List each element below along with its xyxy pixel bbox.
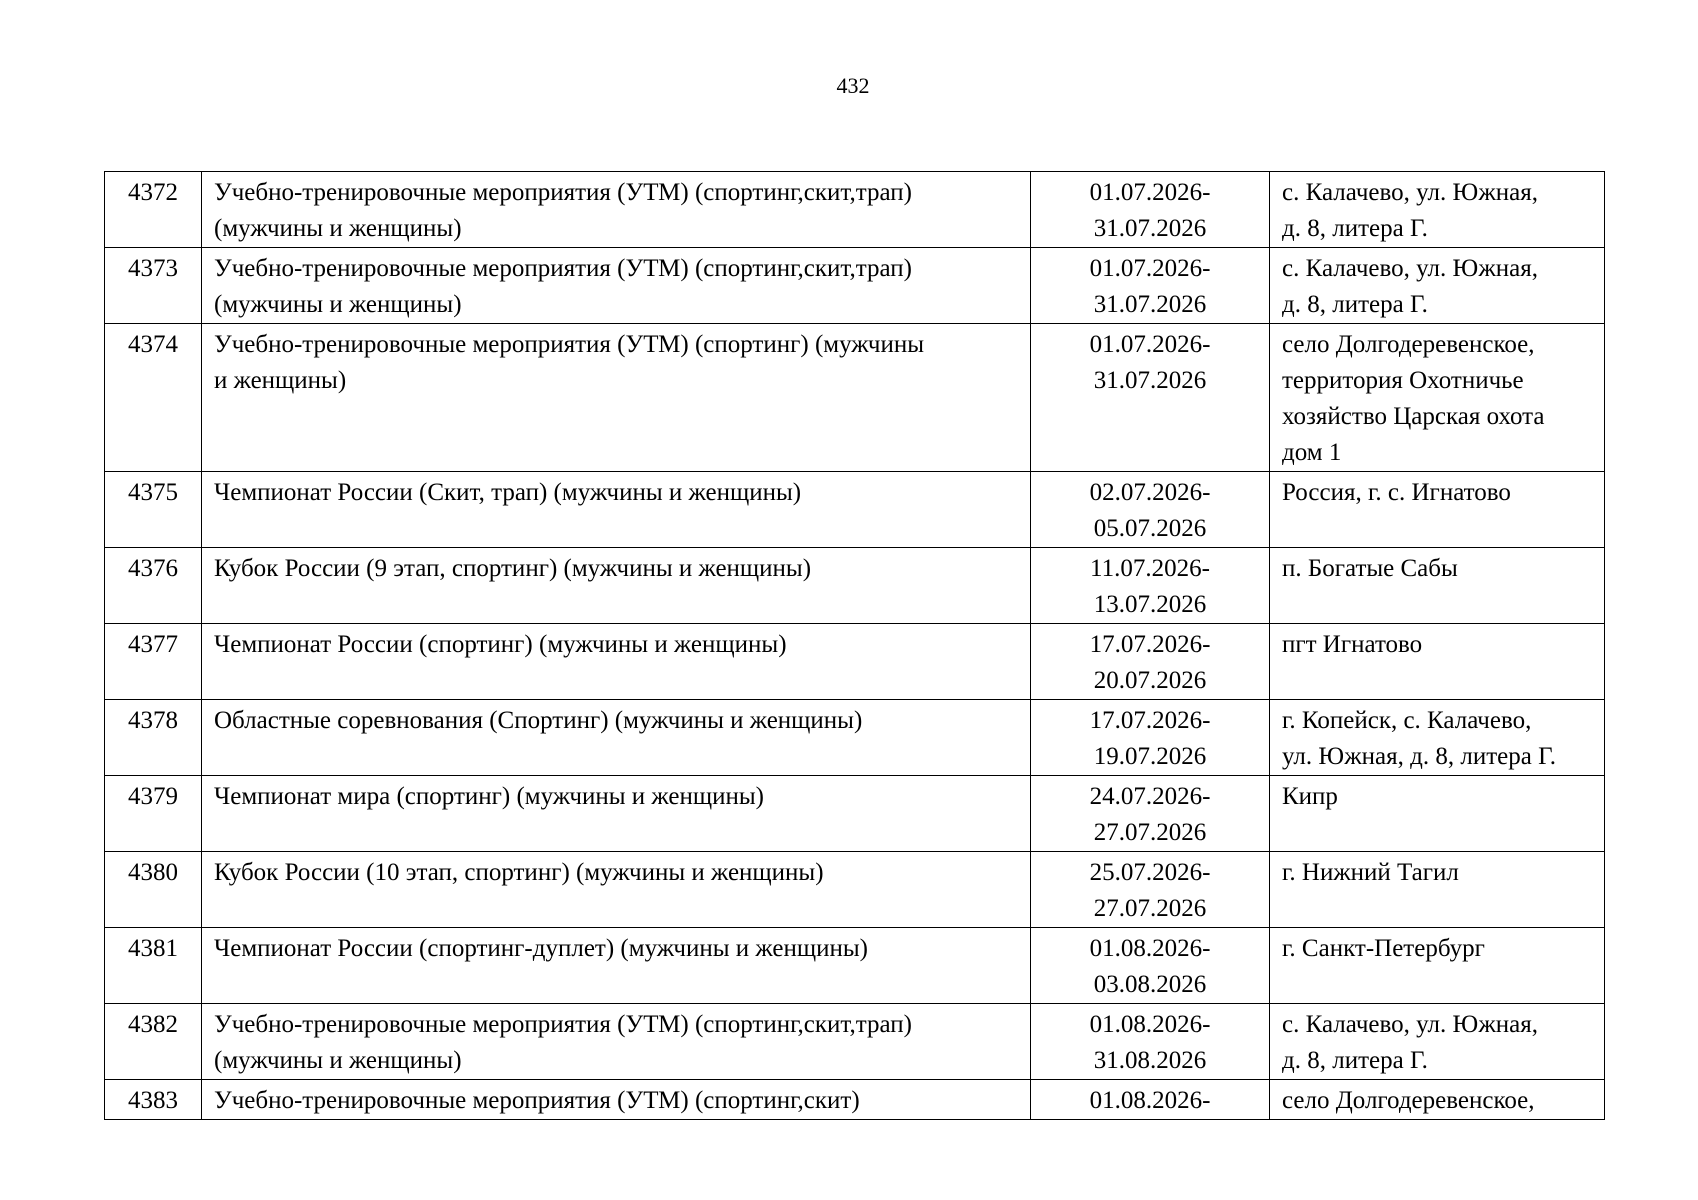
row-number-cell [105,472,202,548]
event-name-cell [202,1080,1031,1120]
event-dates-line: 02.07.2026- [1089,479,1211,506]
table-row [105,172,1605,248]
event-name-cell [202,852,1031,928]
event-place-line: село Долгодеревенское, [1282,1087,1535,1114]
event-dates-line: 17.07.2026- [1089,707,1211,734]
event-place-cell [1270,472,1605,548]
row-number-cell [105,624,202,700]
table-row [105,1004,1605,1080]
event-name-line: Учебно-тренировочные мероприятия (УТМ) (спортинг) (мужчины [214,331,925,358]
row-number-cell [105,700,202,776]
event-dates-cell [1031,172,1270,248]
event-dates-line: 25.07.2026- [1089,859,1211,886]
event-name-cell [202,324,1031,472]
row-number-cell [105,776,202,852]
event-place-line: с. Калачево, ул. Южная, [1282,179,1539,206]
event-dates-line: 01.07.2026- [1089,179,1211,206]
event-place-cell [1270,852,1605,928]
event-dates-cell [1031,1004,1270,1080]
event-dates-cell [1031,776,1270,852]
event-dates-line: 05.07.2026 [1093,515,1207,542]
event-dates-line: 01.07.2026- [1089,255,1211,282]
event-dates-cell [1031,324,1270,472]
row-number-cell [105,172,202,248]
event-dates-line: 31.08.2026 [1093,1047,1207,1074]
event-dates-cell [1031,548,1270,624]
event-dates-line: 19.07.2026 [1093,743,1207,770]
event-place-cell [1270,548,1605,624]
event-place-line: хозяйство Царская охота [1282,403,1545,430]
event-dates-cell [1031,1080,1270,1120]
event-name-cell [202,172,1031,248]
row-number: 4383 [128,1087,178,1114]
event-place-cell [1270,248,1605,324]
row-number-cell [105,928,202,1004]
row-number: 4373 [128,255,178,282]
event-place-line: территория Охотничье [1282,367,1524,394]
event-dates-line: 03.08.2026 [1093,971,1207,998]
event-name-line: Учебно-тренировочные мероприятия (УТМ) (спортинг,скит,трап) [214,255,912,282]
event-place-line: Кипр [1282,783,1338,810]
event-place-cell [1270,624,1605,700]
event-place-line: г. Нижний Тагил [1282,859,1459,886]
event-place-cell [1270,928,1605,1004]
event-dates-line: 01.08.2026- [1089,1011,1211,1038]
event-dates-line: 01.08.2026- [1089,935,1211,962]
event-dates-line: 13.07.2026 [1093,591,1207,618]
row-number-cell [105,248,202,324]
event-place-cell [1270,1004,1605,1080]
table-row [105,548,1605,624]
event-place-cell [1270,776,1605,852]
row-number: 4379 [128,783,178,810]
row-number-cell [105,324,202,472]
row-number-cell [105,1080,202,1120]
event-place-line: пгт Игнатово [1282,631,1423,658]
table-row [105,776,1605,852]
event-place-line: дом 1 [1282,439,1342,466]
event-place-line: Россия, г. с. Игнатово [1282,479,1511,506]
event-dates-line: 24.07.2026- [1089,783,1211,810]
row-number: 4374 [128,331,178,358]
event-place-line: д. 8, литера Г. [1282,1047,1428,1074]
row-number: 4378 [128,707,178,734]
event-dates-line: 27.07.2026 [1093,895,1207,922]
event-name-line: Областные соревнования (Спортинг) (мужчины и женщины) [214,707,863,734]
event-place-line: г. Копейск, с. Калачево, [1282,707,1532,734]
event-dates-line: 17.07.2026- [1089,631,1211,658]
event-name-line: Чемпионат России (спортинг) (мужчины и женщины) [214,631,787,658]
event-dates-line: 31.07.2026 [1093,215,1207,242]
event-place-line: п. Богатые Сабы [1282,555,1458,582]
event-dates-cell [1031,852,1270,928]
row-number: 4376 [128,555,178,582]
row-number: 4377 [128,631,178,658]
event-dates-line: 11.07.2026- [1090,555,1210,582]
row-number: 4375 [128,479,178,506]
event-name-line: Чемпионат России (спортинг-дуплет) (мужчины и женщины) [214,935,868,962]
event-name-cell [202,928,1031,1004]
event-name-line: Кубок России (10 этап, спортинг) (мужчины и женщины) [214,859,824,886]
event-name-cell [202,624,1031,700]
table-row [105,624,1605,700]
table-row [105,248,1605,324]
event-dates-cell [1031,248,1270,324]
event-name-cell [202,548,1031,624]
table-row [105,852,1605,928]
table-row [105,700,1605,776]
row-number: 4372 [128,179,178,206]
event-dates-line: 31.07.2026 [1093,367,1207,394]
event-name-cell [202,1004,1031,1080]
event-name-line: (мужчины и женщины) [214,291,462,318]
event-place-cell [1270,172,1605,248]
event-name-line: Чемпионат России (Скит, трап) (мужчины и женщины) [214,479,802,506]
events-table [104,171,1605,1120]
event-name-cell [202,472,1031,548]
event-dates-line: 01.07.2026- [1089,331,1211,358]
event-name-cell [202,248,1031,324]
event-dates-cell [1031,624,1270,700]
event-place-cell [1270,700,1605,776]
event-dates-line: 01.08.2026- [1089,1087,1211,1114]
row-number-cell [105,1004,202,1080]
table-row [105,928,1605,1004]
row-number: 4382 [128,1011,178,1038]
event-name-line: Учебно-тренировочные мероприятия (УТМ) (спортинг,скит,трап) [214,1011,912,1038]
event-dates-line: 31.07.2026 [1093,291,1207,318]
event-name-cell [202,700,1031,776]
event-dates-cell [1031,700,1270,776]
row-number-cell [105,548,202,624]
row-number-cell [105,852,202,928]
row-number: 4380 [128,859,178,886]
event-name-cell [202,776,1031,852]
event-place-cell [1270,324,1605,472]
events-table-body [105,172,1605,1120]
event-name-line: Учебно-тренировочные мероприятия (УТМ) (спортинг,скит) [214,1087,860,1114]
event-name-line: Кубок России (9 этап, спортинг) (мужчины и женщины) [214,555,812,582]
event-place-line: г. Санкт-Петербург [1282,935,1485,962]
table-row [105,472,1605,548]
event-dates-line: 20.07.2026 [1093,667,1207,694]
event-place-cell [1270,1080,1605,1120]
event-name-line: и женщины) [214,367,347,394]
event-dates-cell [1031,928,1270,1004]
table-row [105,1080,1605,1120]
table-row [105,324,1605,472]
event-place-line: с. Калачево, ул. Южная, [1282,255,1539,282]
event-name-line: (мужчины и женщины) [214,1047,462,1074]
event-place-line: ул. Южная, д. 8, литера Г. [1282,743,1556,770]
event-name-line: (мужчины и женщины) [214,215,462,242]
event-dates-line: 27.07.2026 [1093,819,1207,846]
event-dates-cell [1031,472,1270,548]
event-name-line: Чемпионат мира (спортинг) (мужчины и женщины) [214,783,764,810]
event-place-line: д. 8, литера Г. [1282,291,1428,318]
event-place-line: с. Калачево, ул. Южная, [1282,1011,1539,1038]
row-number: 4381 [128,935,178,962]
event-place-line: д. 8, литера Г. [1282,215,1428,242]
event-place-line: село Долгодеревенское, [1282,331,1535,358]
event-name-line: Учебно-тренировочные мероприятия (УТМ) (спортинг,скит,трап) [214,179,912,206]
page-number: 432 [836,73,870,98]
